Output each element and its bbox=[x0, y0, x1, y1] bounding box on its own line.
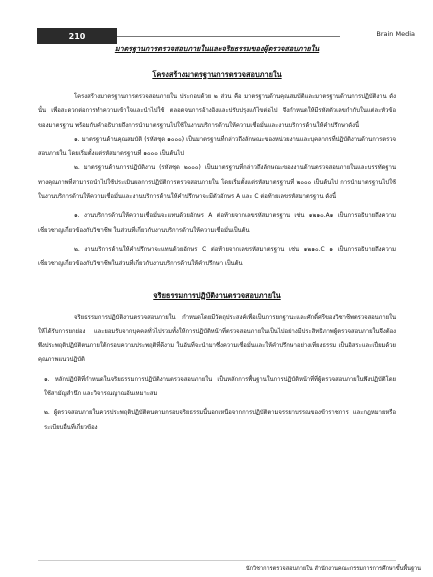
section-heading-structure: โครงสร้างมาตรฐานการตรวจสอบภายใน bbox=[152, 70, 282, 79]
document-body bbox=[38, 44, 396, 435]
paragraph-ethics-item-1: ๑. หลักปฏิบัติที่กำหนดในจริยธรรมการปฏิบัติงานตรวจสอบภายใน เป็นหลักการพื้นฐานในการปฏิบัติหน้าที่ที่ผู้ตรวจสอบภายในพึงปฏิบัติโดยใช้สามัญสำนึก และวิจารณญาณอันเหมาะสม bbox=[44, 376, 396, 398]
paragraph-ethics-intro: จริยธรรมการปฏิบัติงานตรวจสอบภายใน กำหนดโดยมีวัตถุประสงค์เพื่อเป็นการยกฐานะและศักดิ์ศรีของวิชาชีพตรวจสอบภายในให้ได้รับการยกย่อง และยอมรับจากบุคคลทั่วไปรวมทั้งให้การปฏิบัติหน้าที่ตรวจสอบภายในเป็นไปอย่างมีประสิทธิภาพผู้ตรวจสอบภายในจึงต้องพึงประพฤติปฏิบัติตนภายใต้กรอบความประพฤติที่ดีงาม ในอันที่จะนำมาซึ่งความเชื่อมั่นและให้คำปรึกษาอย่างเที่ยงธรรม เป็นอิสระและเปี่ยมด้วยคุณภาพแนวปฏิบัติ bbox=[38, 314, 396, 364]
page-header bbox=[0, 14, 433, 41]
page-footer: นักวิชาการตรวจสอบภายใน สำนักงานคณะกรรมการการศึกษาขั้นพื้นฐาน bbox=[245, 566, 421, 572]
paragraph-ethics-item-2: ๒. ผู้ตรวจสอบภายในควรประพฤติปฏิบัติตนตามกรอบจริยธรรมนี้นอกเหนือจากการปฏิบัติตามจรรยาบรรณของข้าราชการ และกฎหมายหรือระเบียบอื่นที่เกี่ยวข้อง bbox=[44, 410, 396, 431]
paragraph-assurance-services: ๑. งานบริการด้านให้ความเชื่อมั่นจะแทนด้วยอักษร A ต่อท้ายจากเลขรหัสมาตรฐาน เช่น ๑๒๑๐.A๑ เป็นการอธิบายถึงความเชี่ยวชาญเกี่ยวข้องกับวิชาชีพ ในส่วนที่เกี่ยวกับงานบริการด้านให้ความเชื่อมั่นเป็นต้น bbox=[38, 213, 396, 234]
paragraph-structure-intro: โครงสร้างมาตรฐานการตรวจสอบภายใน ประกอบด้วย ๒ ส่วน คือ มาตรฐานด้านคุณสมบัติและมาตรฐานด้านการปฏิบัติงาน ดังนั้น เพื่อสะดวกต่อการทำความเข้าใจและนำไปใช้ ตลอดจนการอ้างอิงและปรับปรุงแก้ไขต่อไป จึงกำหนดให้มีรหัสตัวเลขกำกับในแต่ละหัวข้อของมาตรฐาน พร้อมกับคำอธิบายถึงการนำมาตรฐานไปใช้ในงานบริการด้านให้ความเชื่อมั่นและงานบริการด้านให้คำปรึกษาดังนี้ bbox=[38, 94, 396, 129]
paragraph-performance-standards: ๒. มาตรฐานด้านการปฏิบัติงาน (รหัสชุด ๒๐๐๐) เป็นมาตรฐานที่กล่าวถึงลักษณะของงานด้านตรวจสอบภายในและบรรทัดฐานทางคุณภาพที่สามารถนำไปใช้ประเมินผลการปฏิบัติการตรวจสอบภายใน โดยเริ่มตั้งแต่รหัสมาตรฐานที่ ๒๐๐๐ เป็นต้นไป การนำมาตรฐานไปใช้ในงานบริการด้านให้ความเชื่อมั่นและงานบริการด้านให้คำปรึกษาจะมีตัวอักษร A และ C ต่อท้ายเลขรหัสมาตรฐาน ดังนี้ bbox=[38, 165, 396, 201]
page-number: 210 bbox=[37, 28, 117, 44]
paragraph-consulting-services: ๒. งานบริการด้านให้คำปรึกษาจะแทนด้วยอักษร C ต่อท้ายจากเลขรหัสมาตรฐาน เช่น ๑๒๑๐.C ๑ เป็นการอธิบายถึงความเชี่ยวชาญเกี่ยวข้องกับวิชาชีพในส่วนที่เกี่ยวกับงานบริการด้านให้คำปรึกษา เป็นต้น bbox=[38, 246, 396, 268]
section-heading-ethics: จริยธรรมการปฏิบัติงานตรวจสอบภายใน bbox=[153, 290, 281, 300]
brand-name: Brain Media bbox=[376, 30, 415, 38]
paragraph-qualification-standards: ๑. มาตรฐานด้านคุณสมบัติ (รหัสชุด ๑๐๐๐) เป็นมาตรฐานที่กล่าวถึงลักษณะของหน่วยงานและบุคลากรที่ปฏิบัติงานด้านการตรวจสอบภายใน โดยเริ่มตั้งแต่รหัสมาตรฐานที่ ๑๐๐๐ เป็นต้นไป bbox=[38, 136, 396, 158]
header-rule bbox=[117, 36, 340, 37]
footer-rule bbox=[38, 560, 396, 561]
document-title: มาตรฐานการตรวจสอบภายในและจริยธรรมของผู้ตรวจสอบภายใน bbox=[114, 44, 320, 53]
